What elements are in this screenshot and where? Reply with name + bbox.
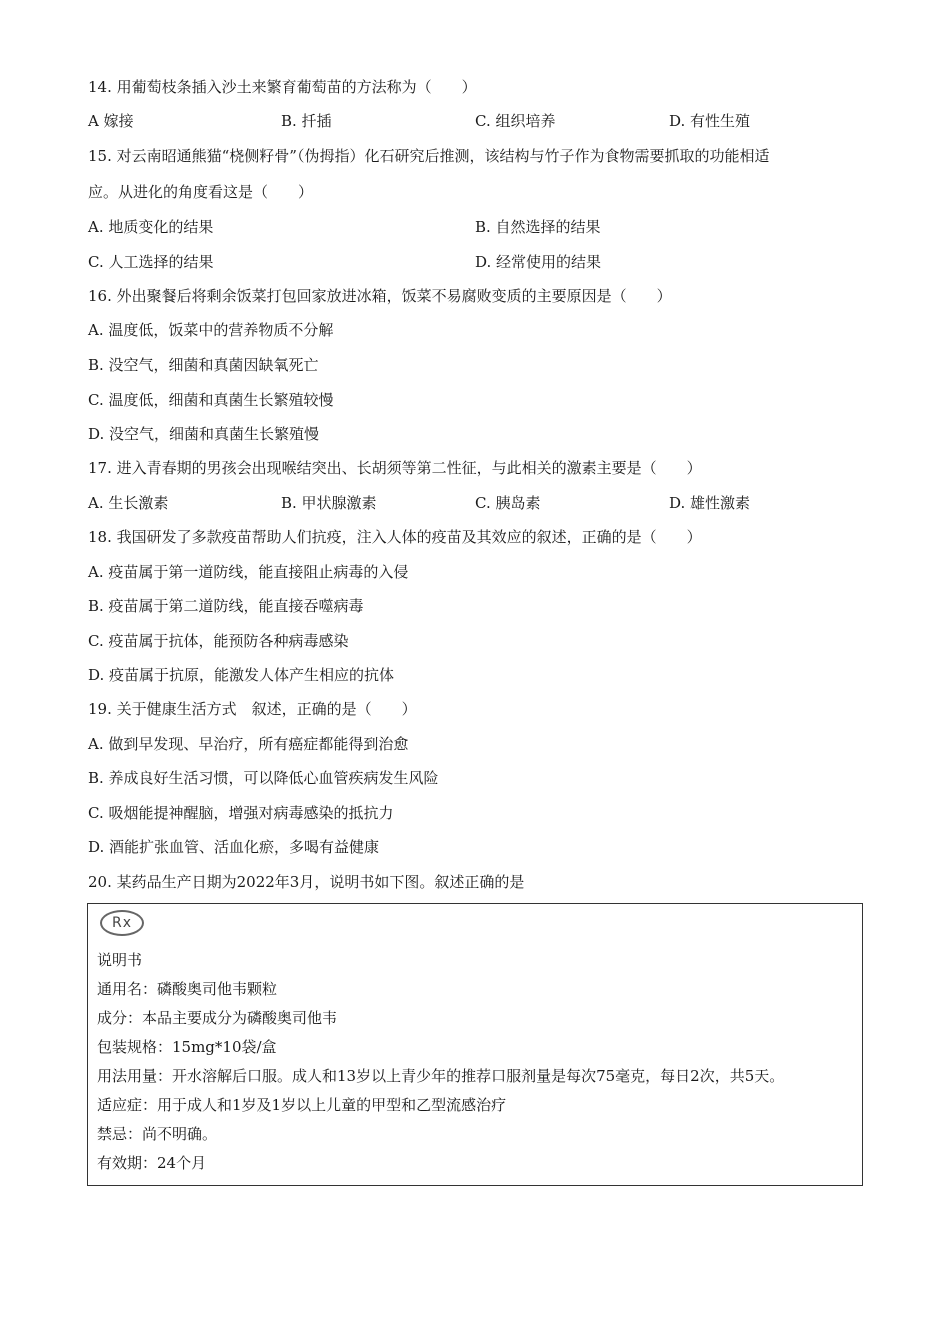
question-17-stem: 17. 进入青春期的男孩会出现喉结突出、长胡须等第二性征，与此相关的激素主要是（ ）	[88, 459, 702, 477]
leaflet-generic-name: 通用名：磷酸奥司他韦颗粒	[97, 980, 278, 998]
q18-option-b: B. 疫苗属于第二道防线，能直接吞噬病毒	[88, 597, 364, 615]
q17-option-c: C. 胰岛素	[475, 494, 541, 512]
question-18-stem: 18. 我国研发了多款疫苗帮助人们抗疫，注入人体的疫苗及其效应的叙述，正确的是（ ）	[88, 528, 702, 546]
q19-option-d: D. 酒能扩张血管、活血化瘀，多喝有益健康	[88, 838, 380, 856]
q16-option-d: D. 没空气，细菌和真菌生长繁殖慢	[88, 425, 320, 443]
q14-option-b: B. 扦插	[281, 112, 332, 130]
leaflet-ingredients: 成分：本品主要成分为磷酸奥司他韦	[97, 1009, 338, 1027]
q16-option-b: B. 没空气，细菌和真菌因缺氧死亡	[88, 356, 319, 374]
leaflet-indications: 适应症：用于成人和1岁及1岁以上儿童的甲型和乙型流感治疗	[97, 1096, 507, 1114]
q17-option-a: A. 生长激素	[88, 494, 169, 512]
leaflet-contraindications: 禁忌：尚不明确。	[97, 1125, 218, 1143]
leaflet-shelf-life: 有效期：24个月	[97, 1154, 207, 1172]
q18-option-a: A. 疫苗属于第一道防线，能直接阻止病毒的入侵	[88, 563, 409, 581]
q17-option-d: D. 雄性激素	[669, 494, 751, 512]
question-15-stem-cont: 应。从进化的角度看这是（ ）	[88, 183, 314, 201]
q15-option-b: B. 自然选择的结果	[475, 218, 601, 236]
question-20-stem: 20. 某药品生产日期为2022年3月，说明书如下图。叙述正确的是	[88, 873, 525, 891]
q14-option-a: A 嫁接	[88, 112, 134, 130]
q19-option-b: B. 养成良好生活习惯，可以降低心血管疾病发生风险	[88, 769, 439, 787]
q16-option-c: C. 温度低，细菌和真菌生长繁殖较慢	[88, 391, 334, 409]
q17-option-b: B. 甲状腺激素	[281, 494, 377, 512]
question-14-stem: 14. 用葡萄枝条插入沙土来繁育葡萄苗的方法称为（ ）	[88, 78, 477, 96]
q18-option-d: D. 疫苗属于抗原，能激发人体产生相应的抗体	[88, 666, 395, 684]
question-16-stem: 16. 外出聚餐后将剩余饭菜打包回家放进冰箱，饭菜不易腐败变质的主要原因是（ ）	[88, 287, 672, 305]
rx-logo-icon: Rx	[100, 910, 144, 936]
q15-option-c: C. 人工选择的结果	[88, 253, 214, 271]
leaflet-title: 说明书	[97, 951, 143, 969]
q14-option-c: C. 组织培养	[475, 112, 556, 130]
q14-option-d: D. 有性生殖	[669, 112, 751, 130]
q19-option-c: C. 吸烟能提神醒脑，增强对病毒感染的抵抗力	[88, 804, 394, 822]
leaflet-package-spec: 包装规格：15mg*10袋/盒	[97, 1038, 277, 1056]
q15-option-d: D. 经常使用的结果	[475, 253, 602, 271]
question-15-stem: 15. 对云南昭通熊猫“桡侧籽骨”（伪拇指）化石研究后推测，该结构与竹子作为食物需要抓取的功能相适	[88, 147, 770, 165]
leaflet-dosage: 用法用量：开水溶解后口服。成人和13岁以上青少年的推荐口服剂量是每次75毫克，每日2次，共5天。	[97, 1067, 785, 1085]
q18-option-c: C. 疫苗属于抗体，能预防各种病毒感染	[88, 632, 349, 650]
q16-option-a: A. 温度低，饭菜中的营养物质不分解	[88, 321, 334, 339]
q19-option-a: A. 做到早发现、早治疗，所有癌症都能得到治愈	[88, 735, 409, 753]
question-19-stem: 19. 关于健康生活方式 叙述，正确的是（ ）	[88, 700, 417, 718]
q15-option-a: A. 地质变化的结果	[88, 218, 214, 236]
